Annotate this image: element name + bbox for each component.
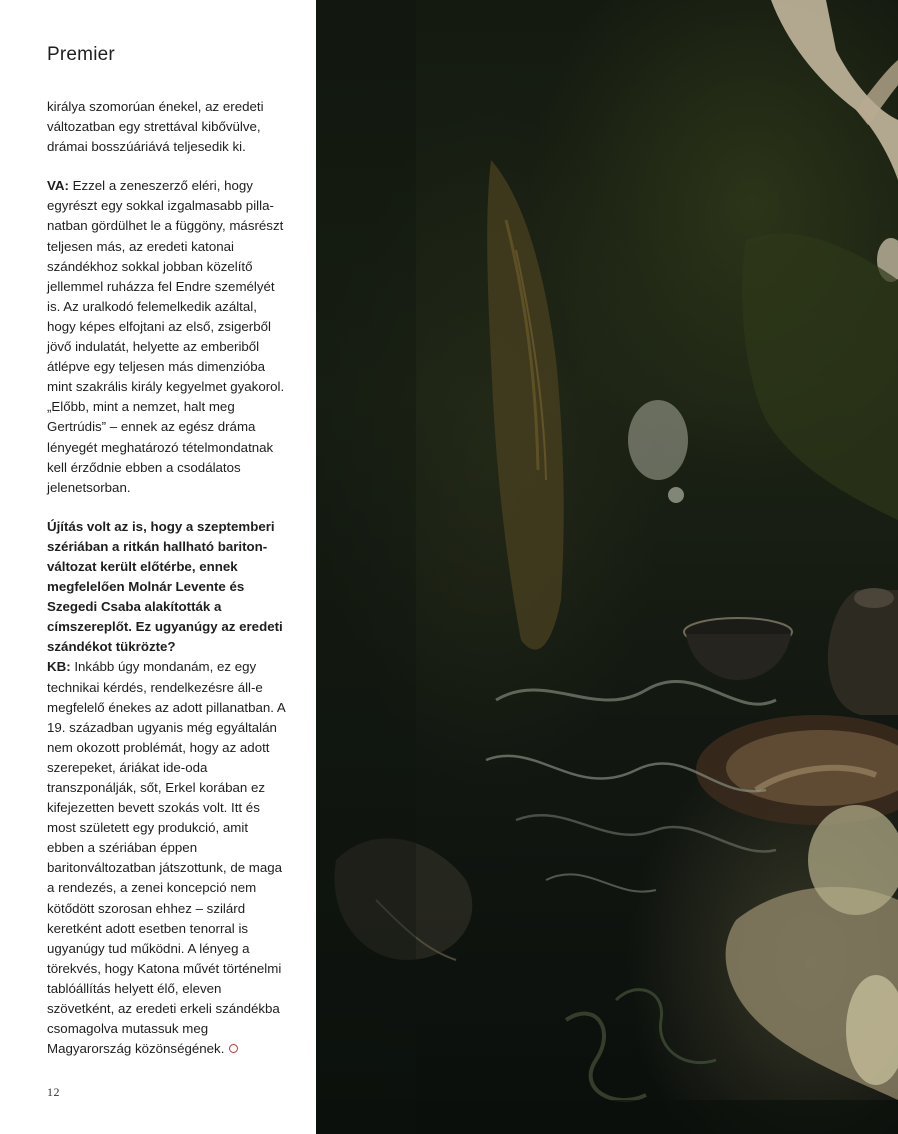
answer-kb-text: Inkább úgy mondanám, ez egy technikai kérdés, rendelkezésre áll-e megfelelő énekes az adott pillanatban. A 19. században ugyanis még egyáltalán nem okozott problémát, hogy az adott szerepeket, áriákat ide-oda transzponálják, sőt, Erkel korában ez kifejezetten bevett szokás volt. Itt és most született egy produkció, amit ebben a szériában éppen baritonváltozatban játszottunk, de maga a rendezés, a zenei koncepció nem kötődött szorosan ehhez – szilárd keretként adott esetben tenorral is ugyanúgy tud működni. A lényeg a törekvés, hogy Katona művét történelmi tablóállítás helyett élő, eleven szövetként, az eredeti erkeli szándékba csomagolva mutassuk meg Magyarország közönségének. — [47, 659, 286, 1057]
page-number: 12 — [47, 1085, 60, 1099]
still-life-photo — [316, 0, 898, 1134]
end-of-article-icon — [229, 1044, 238, 1053]
speaker-kb: KB: — [47, 659, 71, 675]
article-body — [47, 97, 287, 1059]
answer-va-text: Ezzel a zeneszerző eléri, hogy egyrészt egy sokkal izgalmasabb pillanatban gördülhet le a függöny, másrészt teljesen más, az eredeti katonai szándékhoz sokkal jobban közelítő jellemmel ruházza fel Endre személyét is. Az uralkodó felemelkedik azáltal, hogy képes elfojtani az első, zsigerből jövő indulatát, helyette az emberiből átlépve egy teljesen más dimenzióba mint szakrális király kegyelmet gyakorol. „Előbb, mint a nemzet, halt meg Gertrúdis” – ennek az egész dráma lényegét meghatározó tételmondatnak kell érződnie ebben a csodálatos jelenetsorban. — [47, 178, 285, 495]
paragraph-intro: királya szomorúan énekel, az eredeti változatban egy strettával kibővülve, drámai bosszúáriává teljesedik ki. — [47, 99, 264, 155]
interview-question: Újítás volt az is, hogy a szeptemberi szériában a ritkán hallható baritonváltozat került előtérbe, ennek megfelelően Molnár Levente és Szegedi Csaba alakították a címszereplőt. Ez ugyanúgy az eredeti szándékot tükrözte? — [47, 518, 283, 655]
section-label: Premier — [47, 44, 115, 65]
paragraph-answer-kb — [47, 657, 287, 1059]
paragraph-answer-va — [47, 176, 287, 498]
speaker-va: VA: — [47, 178, 69, 194]
text-column — [0, 0, 316, 1134]
photo-artwork — [316, 0, 898, 1134]
